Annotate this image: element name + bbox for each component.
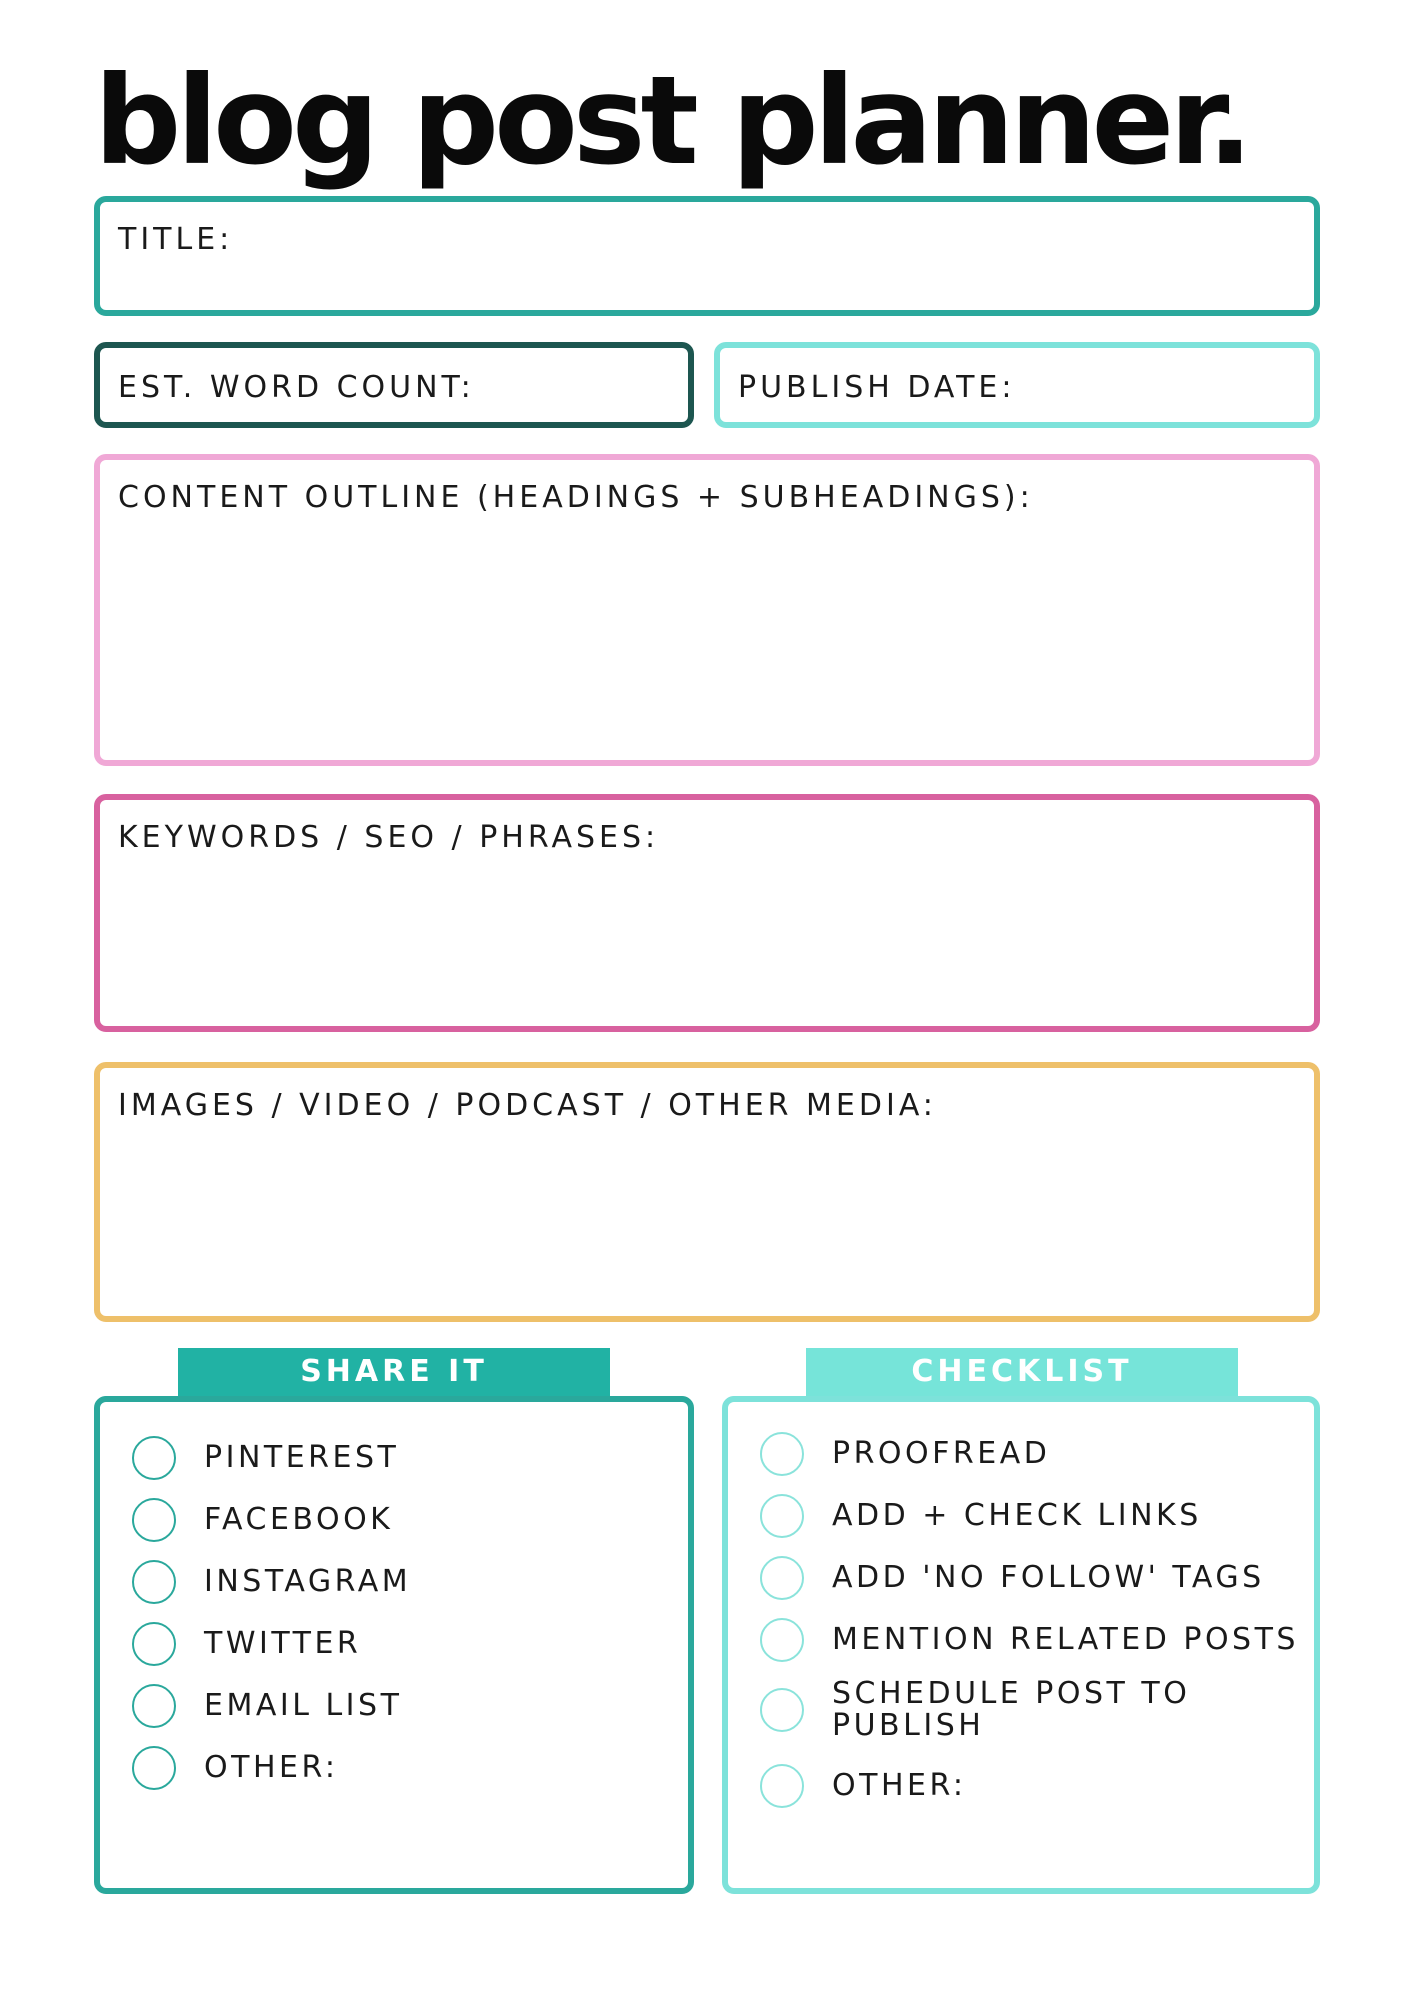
share-item-instagram[interactable] (132, 1560, 411, 1604)
circle-checkbox-icon[interactable] (132, 1560, 176, 1604)
share-item-label: EMAIL LIST (204, 1688, 403, 1723)
share-item-label: TWITTER (204, 1626, 362, 1661)
content-outline-label: CONTENT OUTLINE (HEADINGS + SUBHEADINGS): (118, 480, 1034, 515)
share-item-other[interactable] (132, 1746, 338, 1790)
checklist-item-schedule-post[interactable] (760, 1678, 1302, 1742)
keywords-label: KEYWORDS / SEO / PHRASES: (118, 820, 660, 855)
circle-checkbox-icon[interactable] (132, 1498, 176, 1542)
share-item-email-list[interactable] (132, 1684, 402, 1728)
word-count-input[interactable] (460, 362, 670, 408)
checklist-item-proofread[interactable] (760, 1432, 1302, 1476)
circle-checkbox-icon[interactable] (132, 1684, 176, 1728)
share-it-header: SHARE IT (178, 1348, 610, 1396)
circle-checkbox-icon[interactable] (760, 1764, 804, 1808)
publish-date-input[interactable] (1000, 362, 1296, 408)
content-outline-input[interactable] (118, 526, 1296, 744)
share-item-twitter[interactable] (132, 1622, 361, 1666)
page-title: blog post planner. (94, 50, 1249, 192)
checklist-item-no-follow-tags[interactable] (760, 1556, 1302, 1600)
checklist-list (722, 1396, 1320, 1894)
checklist-item-other[interactable] (760, 1764, 1302, 1808)
checklist-item-label: PROOFREAD (832, 1436, 1051, 1471)
title-field-box (94, 196, 1320, 316)
checklist-item-label: ADD 'NO FOLLOW' TAGS (832, 1560, 1265, 1595)
circle-checkbox-icon[interactable] (132, 1746, 176, 1790)
share-item-label: OTHER: (204, 1750, 339, 1785)
share-item-facebook[interactable] (132, 1498, 393, 1542)
circle-checkbox-icon[interactable] (760, 1494, 804, 1538)
checklist-item-label: ADD + CHECK LINKS (832, 1498, 1202, 1533)
share-item-label: FACEBOOK (204, 1502, 394, 1537)
title-label: TITLE: (118, 222, 234, 257)
checklist-item-label: SCHEDULE POST TO PUBLISH (832, 1676, 1191, 1743)
publish-date-field-box (714, 342, 1320, 428)
circle-checkbox-icon[interactable] (760, 1688, 804, 1732)
media-input[interactable] (118, 1134, 1296, 1300)
checklist-item-label: MENTION RELATED POSTS (832, 1622, 1299, 1657)
share-item-pinterest[interactable] (132, 1436, 399, 1480)
checklist-item-check-links[interactable] (760, 1494, 1302, 1538)
checklist-header: CHECKLIST (806, 1348, 1238, 1396)
content-outline-field-box (94, 454, 1320, 766)
circle-checkbox-icon[interactable] (132, 1436, 176, 1480)
share-it-list (94, 1396, 694, 1894)
keywords-field-box (94, 794, 1320, 1032)
share-item-label: PINTEREST (204, 1440, 400, 1475)
circle-checkbox-icon[interactable] (760, 1618, 804, 1662)
circle-checkbox-icon[interactable] (760, 1432, 804, 1476)
circle-checkbox-icon[interactable] (760, 1556, 804, 1600)
circle-checkbox-icon[interactable] (132, 1622, 176, 1666)
media-label: IMAGES / VIDEO / PODCAST / OTHER MEDIA: (118, 1088, 937, 1123)
title-input[interactable] (210, 216, 1296, 296)
media-field-box (94, 1062, 1320, 1322)
publish-date-label: PUBLISH DATE: (738, 370, 1016, 405)
checklist-item-label: OTHER: (832, 1768, 967, 1803)
share-item-label: INSTAGRAM (204, 1564, 412, 1599)
word-count-field-box (94, 342, 694, 428)
word-count-label: EST. WORD COUNT: (118, 370, 475, 405)
keywords-input[interactable] (118, 866, 1296, 1010)
checklist-item-related-posts[interactable] (760, 1618, 1302, 1662)
